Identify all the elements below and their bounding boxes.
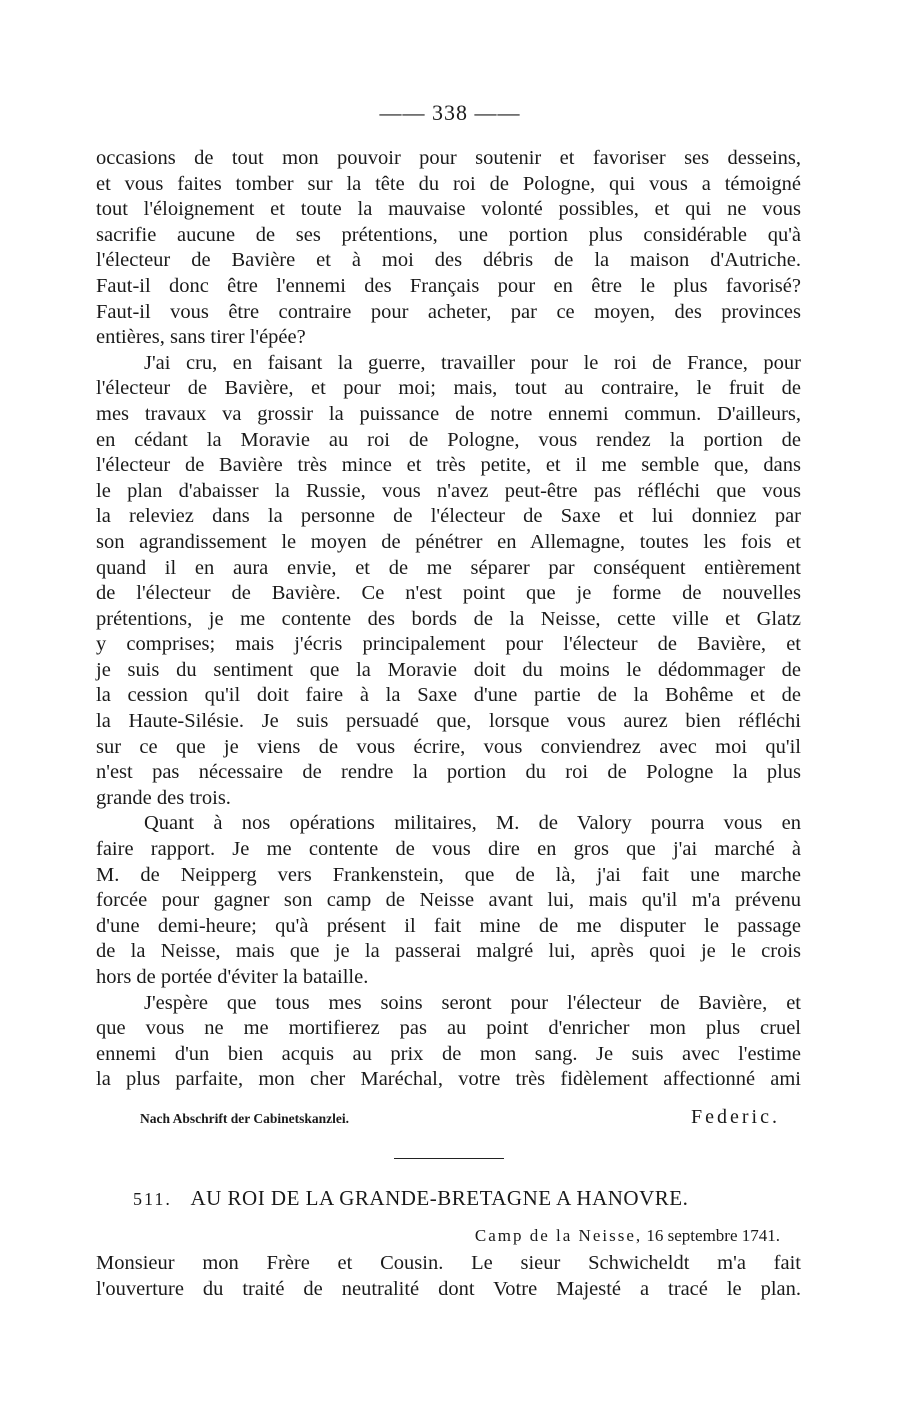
text-line: faire rapport. Je me contente de vous dire en gros que j'ai marché à	[96, 838, 801, 861]
text-line: grande des trois.	[96, 786, 231, 809]
text-line: la plus parfaite, mon cher Maréchal, votre très fidèlement affectionné ami	[96, 1068, 801, 1091]
paragraph-4	[96, 991, 801, 1093]
dateline-date: 16 septembre 1741.	[646, 1226, 780, 1245]
text-line: J'ai cru, en faisant la guerre, travailler pour le roi de France, pour	[144, 351, 801, 374]
text-line: sur ce que je viens de vous écrire, vous conviendrez avec moi qu'il	[96, 735, 801, 758]
section-heading	[133, 1186, 833, 1211]
text-line: Monsieur mon Frère et Cousin. Le sieur Schwicheldt m'a fait	[96, 1252, 801, 1274]
dateline	[475, 1226, 780, 1246]
text-line: Faut-il donc être l'ennemi des Français pour en être le plus favorisé?	[96, 274, 801, 297]
text-line: ennemi d'un bien acquis au prix de mon sang. Je suis avec l'estime	[96, 1042, 801, 1065]
text-line: la cession qu'il doit faire à la Saxe d'une partie de la Bohême et de	[96, 684, 801, 707]
text-line: mes travaux va grossir la puissance de notre ennemi commun. D'ailleurs,	[96, 402, 801, 425]
text-line: son agrandissement le moyen de pénétrer en Allemagne, toutes les fois et	[96, 530, 801, 553]
text-line: la Haute-Silésie. Je suis persuadé que, lorsque vous aurez bien réfléchi	[96, 710, 801, 733]
text-line: Quant à nos opérations militaires, M. de Valory pourra vous en	[144, 812, 801, 835]
text-line: M. de Neipperg vers Frankenstein, que de là, j'ai fait une marche	[96, 863, 801, 886]
dateline-place: Camp de la Neisse,	[474, 1226, 643, 1245]
text-line: y comprises; mais j'écris principalement pour l'électeur de Bavière, et	[96, 633, 801, 656]
closing-row	[140, 1106, 780, 1129]
paragraph-3	[96, 811, 801, 990]
text-line: l'électeur de Bavière, et pour moi; mais, tout au contraire, le fruit de	[96, 377, 801, 400]
text-line: et vous faites tomber sur la tête du roi de Pologne, qui vous a témoigné	[96, 172, 801, 195]
signature: Federic.	[691, 1106, 780, 1128]
next-letter-body	[96, 1250, 801, 1302]
text-line: Faut-il vous être contraire pour acheter, par ce moyen, des provinces	[96, 300, 801, 323]
section-divider	[394, 1158, 504, 1159]
text-line: que vous ne me mortifierez pas au point d'enricher mon plus cruel	[96, 1017, 801, 1040]
text-line: l'ouverture du traité de neutralité dont Votre Majesté a tracé le plan.	[96, 1278, 801, 1300]
text-line: quand il en aura envie, et de me séparer par conséquent entièrement	[96, 556, 801, 579]
text-line: la releviez dans la personne de l'électeur de Saxe et lui donniez par	[96, 505, 801, 528]
paragraph-2	[96, 351, 801, 812]
letter-body	[96, 146, 801, 1093]
page-header	[0, 100, 900, 126]
source-note: Nach Abschrift der Cabinetskanzlei.	[140, 1111, 350, 1126]
text-line: l'électeur de Bavière très mince et très petite, et il me semble que, dans	[96, 454, 801, 477]
text-line: le plan d'abaisser la Russie, vous n'avez peut-être pas réfléchi que vous	[96, 479, 801, 502]
text-line: de la Neisse, mais que je la passerai malgré lui, après quoi je le crois	[96, 940, 801, 963]
text-line: prétentions, je me contente des bords de la Neisse, cette ville et Glatz	[96, 607, 801, 630]
text-line: de l'électeur de Bavière. Ce n'est point que je forme de nouvelles	[96, 582, 801, 605]
text-line: d'une demi-heure; qu'à présent il fait mine de me disputer le passage	[96, 914, 801, 937]
page-number: —— 338 ——	[379, 100, 521, 125]
text-line: entières, sans tirer l'épée?	[96, 326, 306, 349]
text-line: en cédant la Moravie au roi de Pologne, vous rendez la portion de	[96, 428, 801, 451]
text-line: tout l'éloignement et toute la mauvaise volonté possibles, et qui ne vous	[96, 198, 801, 221]
text-line: je suis du sentiment que la Moravie doit du moins le dédommager de	[96, 658, 801, 681]
paragraph-1	[96, 146, 801, 351]
section-number: 511.	[133, 1189, 172, 1209]
text-line: sacrifie aucune de ses prétentions, une portion plus considérable qu'à	[96, 223, 801, 246]
text-line: n'est pas nécessaire de rendre la portion du roi de Pologne la plus	[96, 761, 801, 784]
section-title: AU ROI DE LA GRANDE-BRETAGNE A HANOVRE.	[190, 1186, 689, 1210]
text-line: occasions de tout mon pouvoir pour soutenir et favoriser ses desseins,	[96, 147, 801, 169]
text-line: hors de portée d'éviter la bataille.	[96, 966, 369, 988]
text-line: forcée pour gagner son camp de Neisse avant lui, mais qu'il m'a prévenu	[96, 889, 801, 912]
text-line: l'électeur de Bavière et à moi des débris de la maison d'Autriche.	[96, 249, 801, 272]
text-line: J'espère que tous mes soins seront pour l'électeur de Bavière, et	[144, 991, 801, 1014]
